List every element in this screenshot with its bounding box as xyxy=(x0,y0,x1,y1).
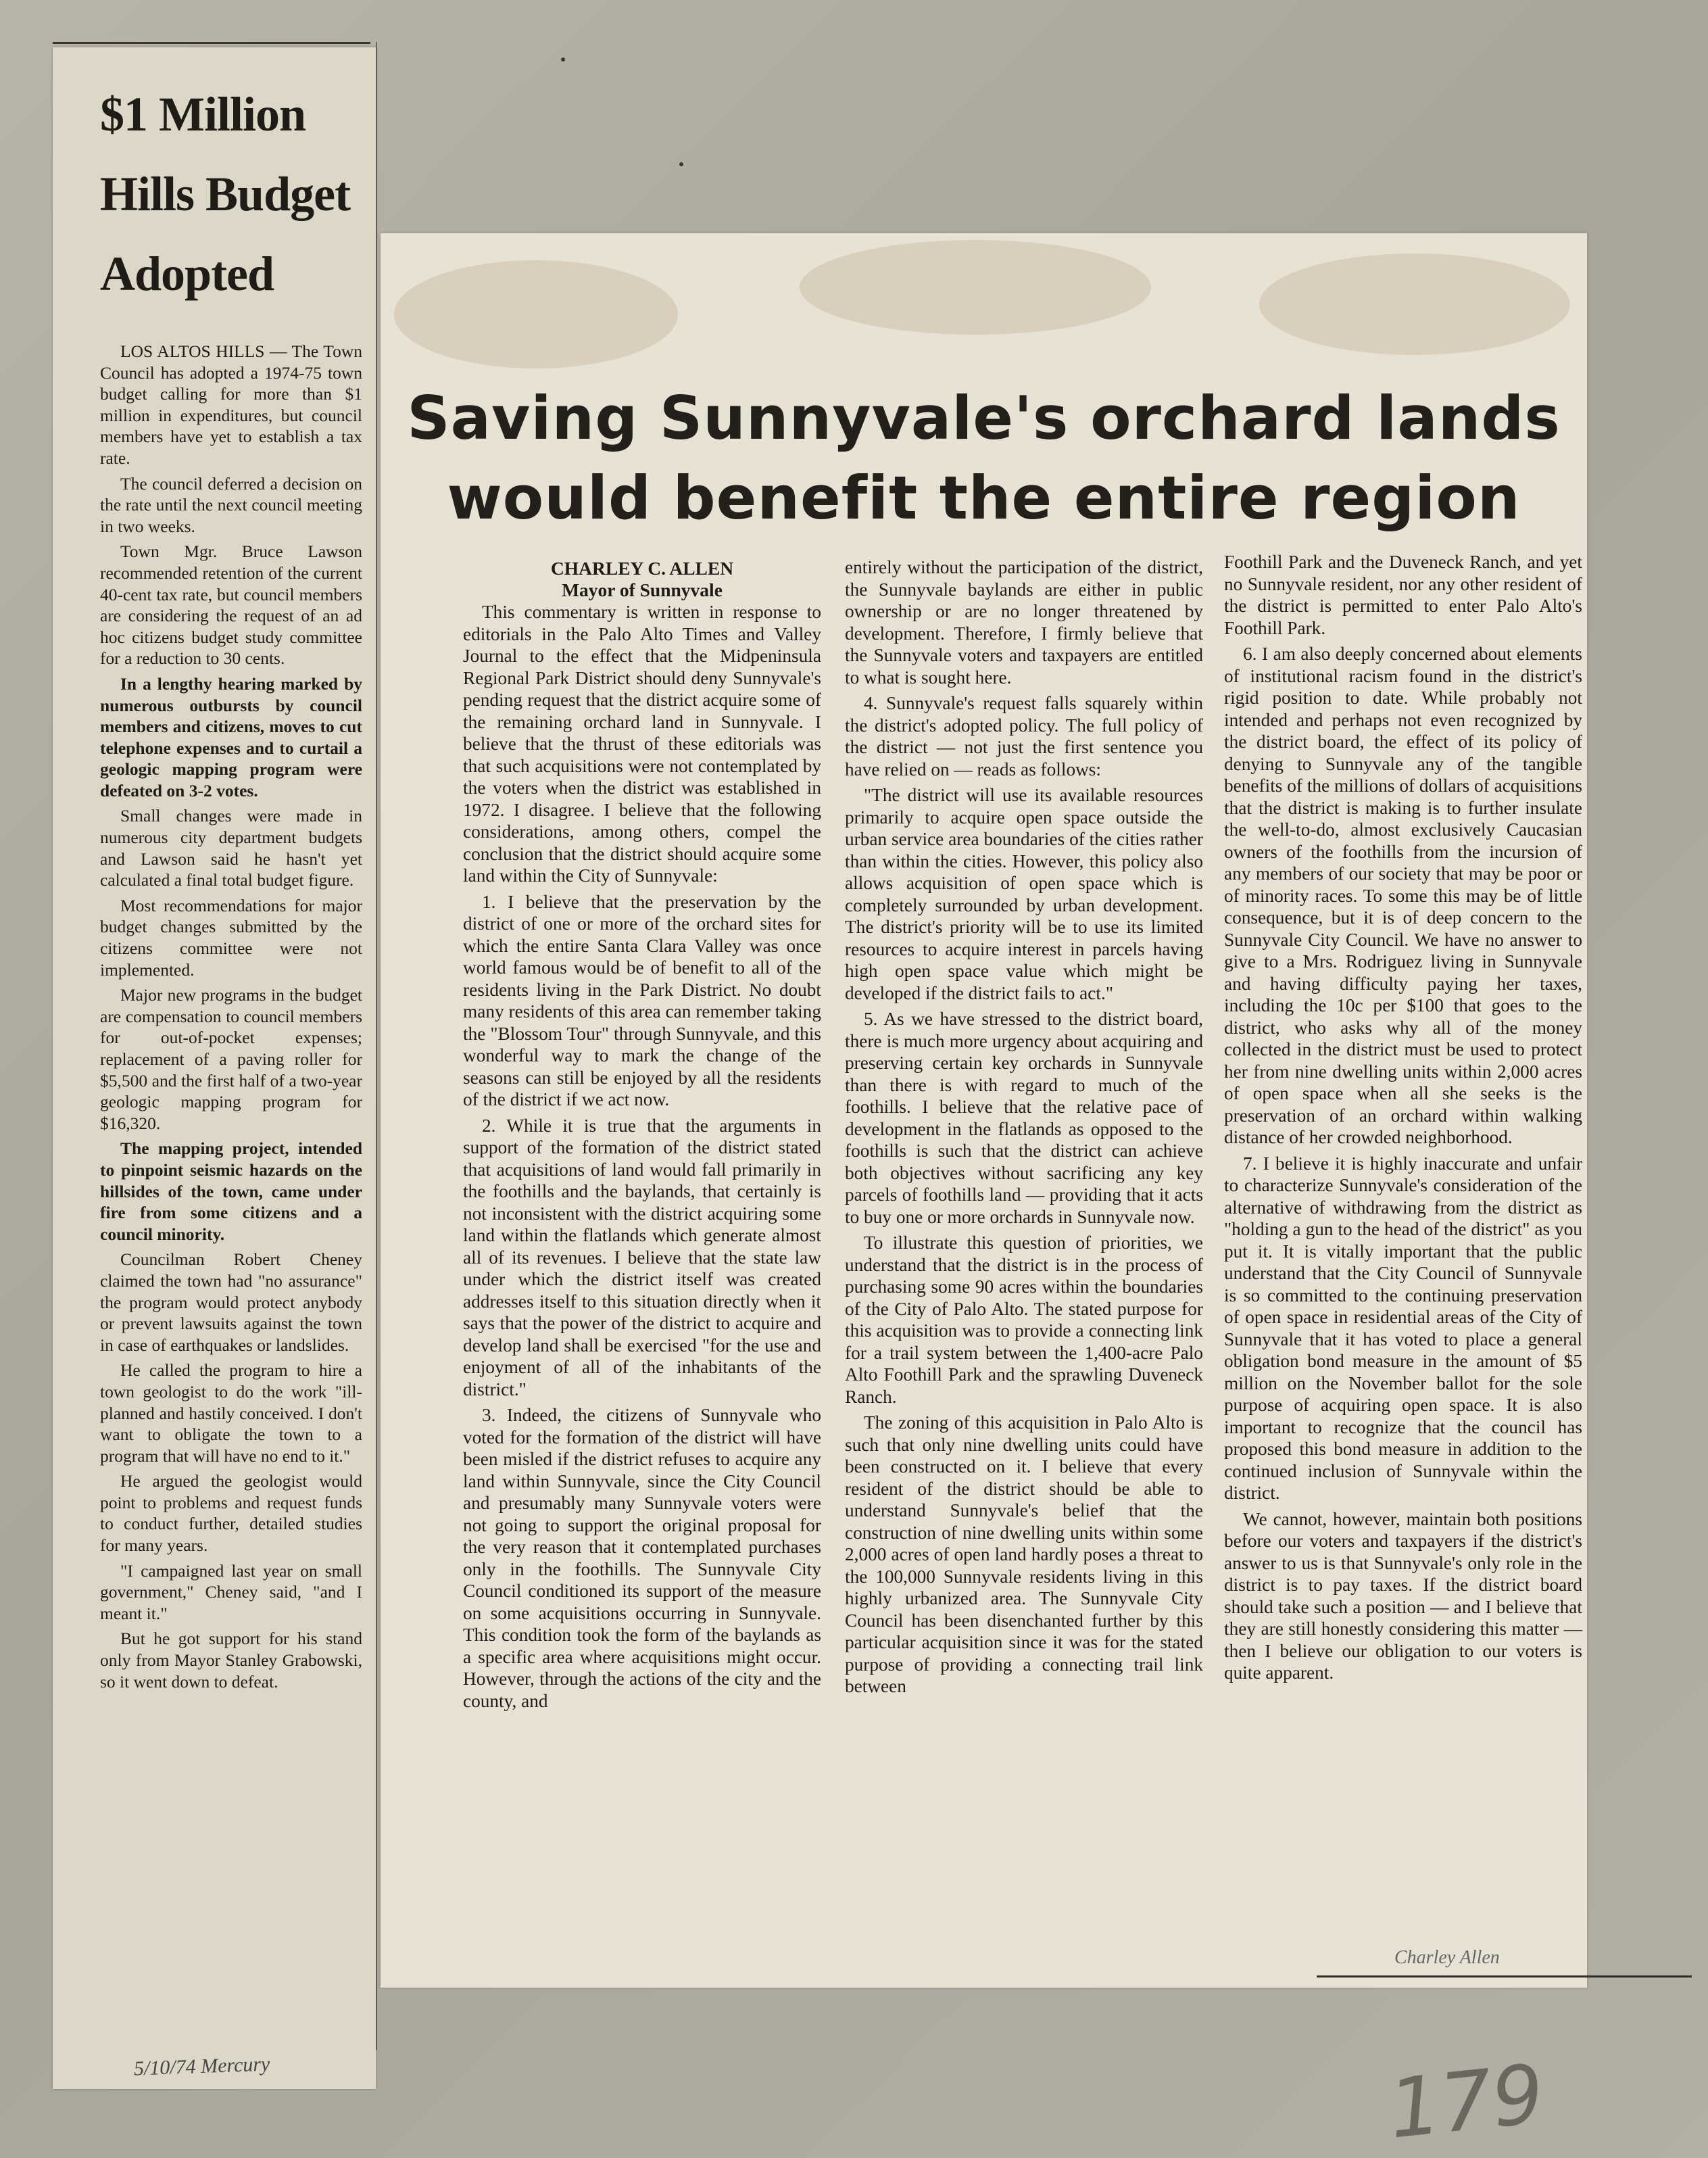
article-paragraph: 2. While it is true that the arguments in support of the formation of the district stated that acquisitions of land would fall primarily in the foothills and the baylands, that certainly is not inconsistent with the district acquiring some land within the flatlands which generate almost all of its revenues. I believe that the state law under which the district itself was created addresses itself to this situation directly when it says that the power of the district to acquire and develop land shall be exercised "for the use and enjoyment of all of the inhabitants of the district." xyxy=(463,1115,821,1399)
article-paragraph: To illustrate this question of priorities, we understand that the district is in the process of purchasing some 90 acres within the boundaries of the City of Palo Alto. The stated purpose for this acquisition was to provide a connecting link for a trail system between the 1,400-acre Palo Alto Foothill Park and the sprawling Duveneck Ranch. xyxy=(845,1232,1203,1407)
main-headline-line-2: would benefit the entire region xyxy=(447,463,1521,533)
article-column-2 xyxy=(845,556,1203,1698)
left-news-clipping xyxy=(53,47,376,2089)
left-clipping-paragraph: Major new programs in the budget are compensation to council members for out-of-pocket expenses; replacement of a paving roller for $5,500 and the first half of a two-year geologic mapping program for $16,320. xyxy=(100,985,362,1133)
water-stain xyxy=(1259,254,1570,355)
left-clipping-paragraph: The mapping project, intended to pinpoint seismic hazards on the hillsides of the town, came under fire from some citizens and a council minority. xyxy=(100,1138,362,1244)
author-title: Mayor of Sunnyvale xyxy=(562,579,723,600)
left-clipping-body xyxy=(100,341,362,1692)
article-end-rule xyxy=(1317,1975,1692,1977)
article-paragraph: 7. I believe it is highly inaccurate and unfair to characterize Sunnyvale's consideration of the alternative of withdrawing from the district as "holding a gun to the head of the district" as you put it. It is vitally important that the public understand that the City Council of Sunnyvale is so committed to the continuing preservation of open space in residential areas of the City of Sunnyvale that it has voted to place a general obligation bond measure in the amount of $5 million on the November ballot for the sole purpose of acquiring open space. It is also important to recognize that the council has proposed this bond measure in addition to the continued inclusion of Sunnyvale within the district. xyxy=(1224,1153,1582,1503)
left-clipping-paragraph: Town Mgr. Bruce Lawson recommended retention of the current 40-cent tax rate, but council members are considering the request of an ad hoc citizens budget study committee for a reduction to 30 cents. xyxy=(100,542,362,669)
article-paragraph: entirely without the participation of the district, the Sunnyvale baylands are either in public ownership or are no longer threatened by development. Therefore, I firmly believe that the Sunnyvale voters and taxpayers are entitled to what is sought here. xyxy=(845,557,1203,688)
left-clipping-paragraph: "I campaigned last year on small government," Cheney said, "and I meant it." xyxy=(100,1560,362,1623)
main-headline xyxy=(381,379,1587,538)
water-stain xyxy=(800,240,1151,335)
main-news-clipping xyxy=(381,233,1587,1988)
article-paragraph: "The district will use its available resources primarily to acquire open space outside the urban service area boundaries of the cities rather than within the cities. However, this policy also allows acquisition of open space which is completely surrounded by urban development. The district's priority will be to use its limited resources to acquire interest in parcels having high open space value which might be developed if the district fails to act." xyxy=(845,785,1203,1003)
article-paragraph: 5. As we have stressed to the district board, there is much more urgency about acquiring and preserving certain key orchards in Sunnyvale than there is with regard to much of the foothills. I believe that the relative pace of development in the flatlands as opposed to the foothills is such that the district can achieve both objectives without sacrificing any key parcels of foothills land — providing that it acts to buy one or more orchards in Sunnyvale now. xyxy=(845,1009,1203,1227)
water-stain xyxy=(394,260,678,368)
left-clipping-paragraph: Small changes were made in numerous city department budgets and Lawson said he hasn't yet calculated a final total budget figure. xyxy=(100,806,362,890)
left-clipping-paragraph: Most recommendations for major budget changes submitted by the citizens committee were not implemented. xyxy=(100,895,362,980)
left-clipping-paragraph: But he got support for his stand only from Mayor Stanley Grabowski, so it went down to defeat. xyxy=(100,1629,362,1692)
article-paragraph: 1. I believe that the preservation by the district of one or more of the orchard sites for which the entire Santa Clara Valley was once world famous would be of benefit to all of the residents living in the Park District. No doubt many residents of this area can remember taking the "Blossom Tour" through Sunnyvale, and this wonderful way to mark the change of the seasons can still be enjoyed by all the residents of the district if we act now. xyxy=(463,891,821,1109)
main-clipping-handwritten-note: Charley Allen xyxy=(1394,1947,1500,1968)
left-clipping-column-rule xyxy=(376,42,377,2050)
left-clipping-paragraph: He argued the geologist would point to problems and request funds to conduct further, detailed studies for many years. xyxy=(100,1471,362,1556)
article-column-1 xyxy=(463,558,821,1712)
left-clipping-handwritten-date: 5/10/74 Mercury xyxy=(133,2053,270,2080)
article-paragraph: 4. Sunnyvale's request falls squarely within the district's adopted policy. The full policy of the district — not just the first sentence you have relied on — reads as follows: xyxy=(845,693,1203,780)
left-clipping-headline: $1 Million Hills Budget Adopted xyxy=(100,87,351,301)
speck xyxy=(679,162,683,166)
article-paragraph: 3. Indeed, the citizens of Sunnyvale who voted for the formation of the district will have been misled if the district refuses to acquire any land within Sunnyvale, since the City Council and presumably many Sunnyvale voters were not going to support the original proposal for the very reason that it contemplated purchases only in the foothills. The Sunnyvale City Council conditioned its support of the measure on some acquisitions occurring in Sunnyvale. This condition took the form of the baylands as a specific area where acquisitions might occur. However, through the actions of the city and the county, and xyxy=(463,1405,821,1711)
handwritten-page-number: 179 xyxy=(1384,2047,1548,2157)
left-clipping-paragraph: Councilman Robert Cheney claimed the town had "no assurance" the program would protect anybody or prevent lawsuits against the town in case of earthquakes or landslides. xyxy=(100,1249,362,1355)
article-paragraph: We cannot, however, maintain both positions before our voters and taxpayers if the district's answer to us is that Sunnyvale's only role in the district is to pay taxes. If the district board should take such a position — and I believe that they are still honestly considering this matter — then I believe our obligation to our voters is quite apparent. xyxy=(1224,1508,1582,1683)
speck xyxy=(561,57,565,62)
article-paragraph: This commentary is written in response to editorials in the Palo Alto Times and Valley Journal to the effect that the Midpeninsula Regional Park District should deny Sunnyvale's pending request that the district acquire some of the remaining orchard land in Sunnyvale. I believe that the thrust of these editorials was that such acquisitions were not contemplated by the voters when the district was established in 1972. I disagree. I believe that the following considerations, among others, compel the conclusion that the district should acquire some land within the City of Sunnyvale: xyxy=(463,602,821,886)
left-clipping-paragraph: In a lengthy hearing marked by numerous outbursts by council members and citizens, moves to cut telephone expenses and to curtail a geologic mapping program were defeated on 3-2 votes. xyxy=(100,673,362,800)
left-clipping-paragraph: The council deferred a decision on the rate until the next council meeting in two weeks. xyxy=(100,473,362,536)
left-clipping-paragraph: He called the program to hire a town geologist to do the work "ill-planned and hastily conceived. I don't want to obligate the town to a program that will have no end to it." xyxy=(100,1360,362,1466)
article-paragraph: Foothill Park and the Duveneck Ranch, and yet no Sunnyvale resident, nor any other resident of the district is permitted to enter Palo Alto's Foothill Park. xyxy=(1224,552,1582,638)
article-paragraph: The zoning of this acquisition in Palo Alto is such that only nine dwelling units could have been constructed on it. I believe that every resident of the district should be able to understand Sunnyvale's belief that the construction of nine dwelling units within some 2,000 acres of open land hardly poses a threat to the 100,000 Sunnyvale residents living in this highly urbanized area. The Sunnyvale City Council has been disenchanted further by this particular acquisition since it was for the stated purpose of providing a connecting trail link between xyxy=(845,1412,1203,1696)
author-name: CHARLEY C. ALLEN xyxy=(550,558,734,579)
left-clipping-paragraph: LOS ALTOS HILLS — The Town Council has adopted a 1974-75 town budget calling for more than $1 million in expenditures, but council members have yet to establish a tax rate. xyxy=(100,341,362,468)
left-clipping-top-rule xyxy=(53,42,370,44)
main-headline-line-1: Saving Sunnyvale's orchard lands xyxy=(407,383,1561,453)
article-paragraph: 6. I am also deeply concerned about elements of institutional racism found in the district's rigid position to date. While probably not intended and perhaps not even recognized by the district board, the effect of its policy of denying to Sunnyvale any of the tangible benefits of the millions of dollars of acquisitions that the district is making is to further insulate the well-to-do, almost exclusively Caucasian owners of the foothills from the incursion of any members of our society that may be poor or of minority races. To some this may be of little consequence, but it is of deep concern to the Sunnyvale City Council. We have no answer to give to a Mrs. Rodriguez living in Sunnyvale and having difficulty paying her taxes, including the 10c per $100 that goes to the district, who asks why all of the money collected in the district must be used to protect her from nine dwelling units within 2,000 acres of open space when all she seeks is the preservation of an orchard within walking distance of her crowded neighborhood. xyxy=(1224,644,1582,1147)
article-column-3 xyxy=(1224,551,1582,1684)
byline xyxy=(463,558,821,601)
